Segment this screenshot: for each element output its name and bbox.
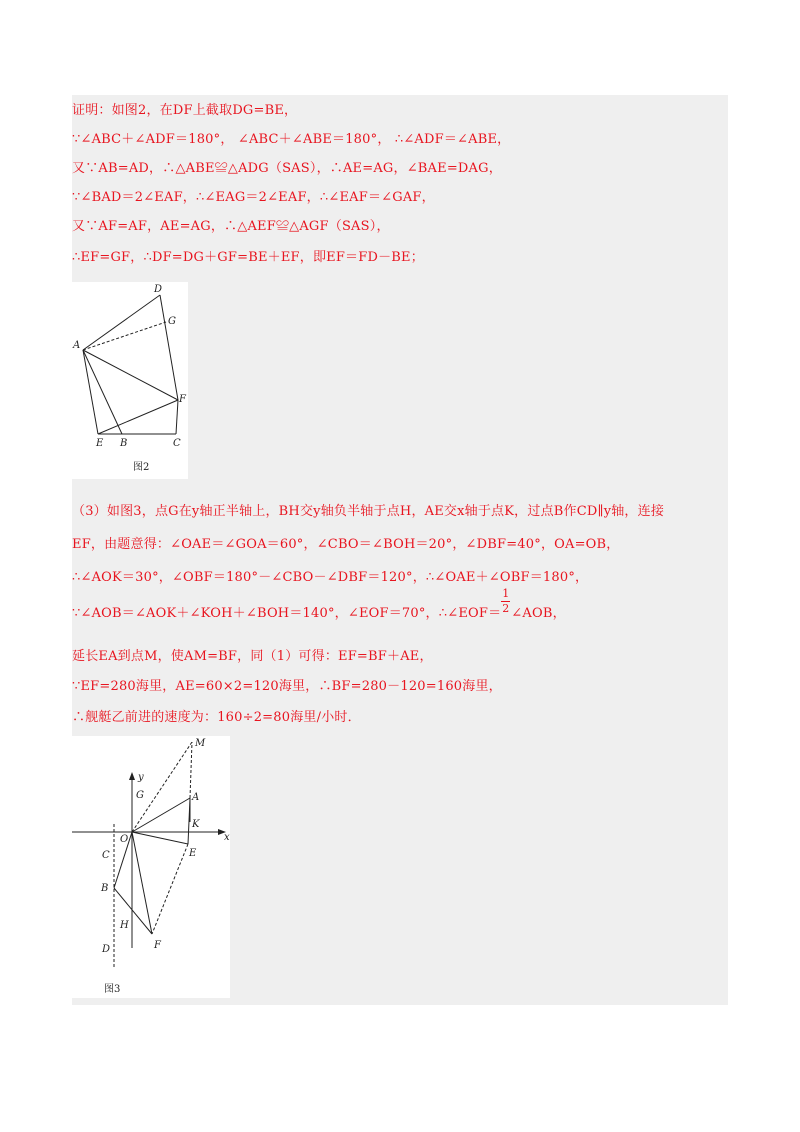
label-B: B [120, 438, 128, 449]
proof-line-6: ∴EF=GF，∴DF=DG＋GF=BE＋EF，即EF＝FD－BE； [72, 250, 424, 265]
label-K: K [192, 819, 200, 830]
label-D: D [102, 944, 111, 955]
label-A: A [192, 792, 200, 803]
label-G: G [168, 316, 176, 327]
part3-line-6: ∵EF=280海里，AE=60×2=120海里，∴BF=280－120=160海里， [72, 679, 502, 694]
label-B: B [101, 883, 109, 894]
proof-line-4: ∵∠BAD＝2∠EAF，∴∠EAG＝2∠EAF，∴∠EAF＝∠GAF， [72, 190, 435, 205]
label-x: x [224, 832, 230, 843]
label-F: F [154, 940, 161, 951]
label-H: H [120, 920, 129, 931]
part3-line-7: ∴舰艇乙前进的速度为：160÷2=80海里/小时． [72, 710, 361, 725]
label-D: D [154, 284, 163, 295]
part3-line-1: （3）如图3，点G在y轴正半轴上，BH交y轴负半轴于点H，AE交x轴于点K，过点B作CD∥y轴，连接 [72, 504, 665, 519]
proof-line-1: 证明：如图2，在DF上截取DG=BE， [72, 103, 298, 118]
figure-2-diagram [72, 282, 188, 479]
figure-3-caption: 图3 [104, 984, 121, 995]
label-E: E [96, 438, 104, 449]
label-C: C [173, 438, 181, 449]
label-y: y [138, 772, 144, 783]
part3-line-2: EF，由题意得：∠OAE＝∠GOA＝60°，∠CBO＝∠BOH＝20°，∠DBF=40°，OA=OB， [72, 537, 620, 552]
part3-line-4-post: ∠AOB， [511, 606, 566, 621]
proof-line-3: 又∵AB=AD，∴△ABE≌△ADG（SAS），∴AE=AG，∠BAE=DAG， [72, 161, 502, 176]
label-M: M [195, 738, 206, 749]
part3-line-5: 延长EA到点M，使AM=BF，同（1）可得：EF=BF＋AE， [72, 649, 433, 664]
label-O: O [120, 834, 129, 845]
figure-3 [72, 736, 230, 998]
fraction-denominator: 2 [502, 602, 510, 615]
figure-2 [72, 282, 188, 479]
figure-3-diagram [72, 736, 230, 998]
proof-line-5: 又∵AF=AF，AE=AG，∴△AEF≌△AGF（SAS）， [72, 219, 390, 234]
label-A: A [73, 340, 81, 351]
fraction-numerator: 1 [502, 587, 510, 600]
fraction-half [501, 587, 511, 617]
part3-line-3: ∴∠AOK＝30°，∠OBF＝180°－∠CBO－∠DBF＝120°，∴∠OAE＋∠OBF＝180°， [72, 570, 589, 585]
part3-line-4-pre: ∵∠AOB＝∠AOK＋∠KOH＋∠BOH＝140°，∠EOF＝70°，∴∠EOF＝ [72, 606, 502, 621]
figure-2-caption: 图2 [133, 462, 150, 473]
proof-line-2: ∵∠ABC＋∠ADF＝180°， ∠ABC＋∠ABE＝180°， ∴∠ADF＝∠ABE， [72, 132, 511, 147]
label-E: E [189, 848, 197, 859]
y-axis-arrow-icon [129, 772, 135, 780]
label-F: F [179, 394, 186, 405]
label-G: G [136, 790, 144, 801]
label-C: C [102, 850, 110, 861]
part3-line-4 [72, 587, 566, 621]
